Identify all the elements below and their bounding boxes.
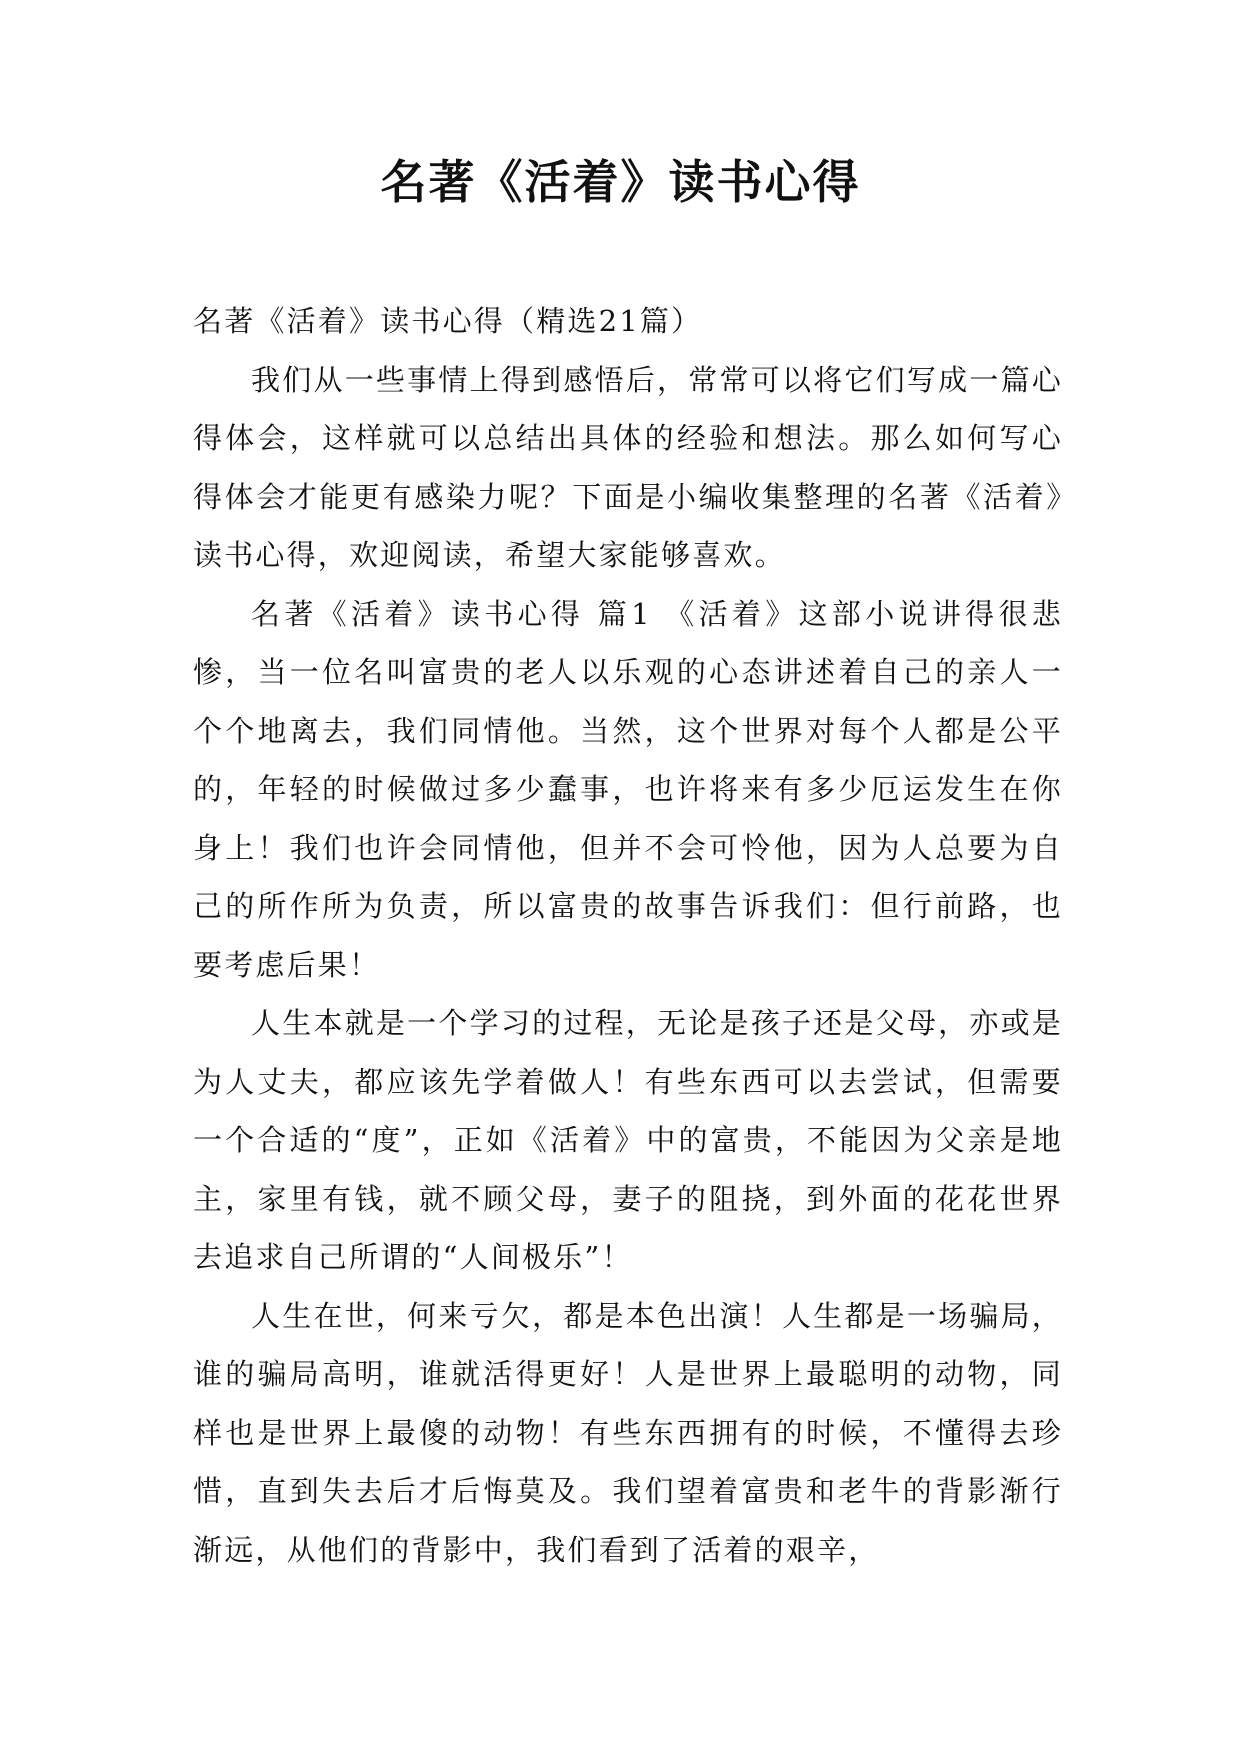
document-subtitle: 名著《活着》读书心得（精选21篇） xyxy=(193,304,703,338)
paragraph-intro: 我们从一些事情上得到感悟后，常常可以将它们写成一篇心得体会，这样就可以总结出具体的经验和想法。那么如何写心得体会才能更有感染力呢？下面是小编收集整理的名著《活着》读书心得，欢迎阅读，希望大家能够喜欢。 xyxy=(193,362,1063,572)
paragraph-section-1: 名著《活着》读书心得 篇1 《活着》这部小说讲得很悲惨，当一位名叫富贵的老人以乐观的心态讲述着自己的亲人一个个地离去，我们同情他。当然，这个世界对每个人都是公平的，年轻的时候做过多少蠢事，也许将来有多少厄运发生在你身上！我们也许会同情他，但并不会可怜他，因为人总要为自己的所作所为负责，所以富贵的故事告诉我们：但行前路，也要考虑后果！ xyxy=(193,596,1063,982)
paragraph-life: 人生在世，何来亏欠，都是本色出演！人生都是一场骗局，谁的骗局高明，谁就活得更好！人是世界上最聪明的动物，同样也是世界上最傻的动物！有些东西拥有的时候，不懂得去珍惜，直到失去后才后悔莫及。我们望着富贵和老牛的背影渐行渐远，从他们的背影中，我们看到了活着的艰辛， xyxy=(193,1298,1063,1567)
document-body xyxy=(193,292,1063,1579)
document-title: 名著《活着》读书心得 xyxy=(380,155,861,209)
paragraph-learning: 人生本就是一个学习的过程，无论是孩子还是父母，亦或是为人丈夫，都应该先学着做人！有些东西可以去尝试，但需要一个合适的“度”，正如《活着》中的富贵，不能因为父亲是地主，家里有钱，就不顾父母，妻子的阻挠，到外面的花花世界去追求自己所谓的“人间极乐”！ xyxy=(193,1006,1063,1274)
